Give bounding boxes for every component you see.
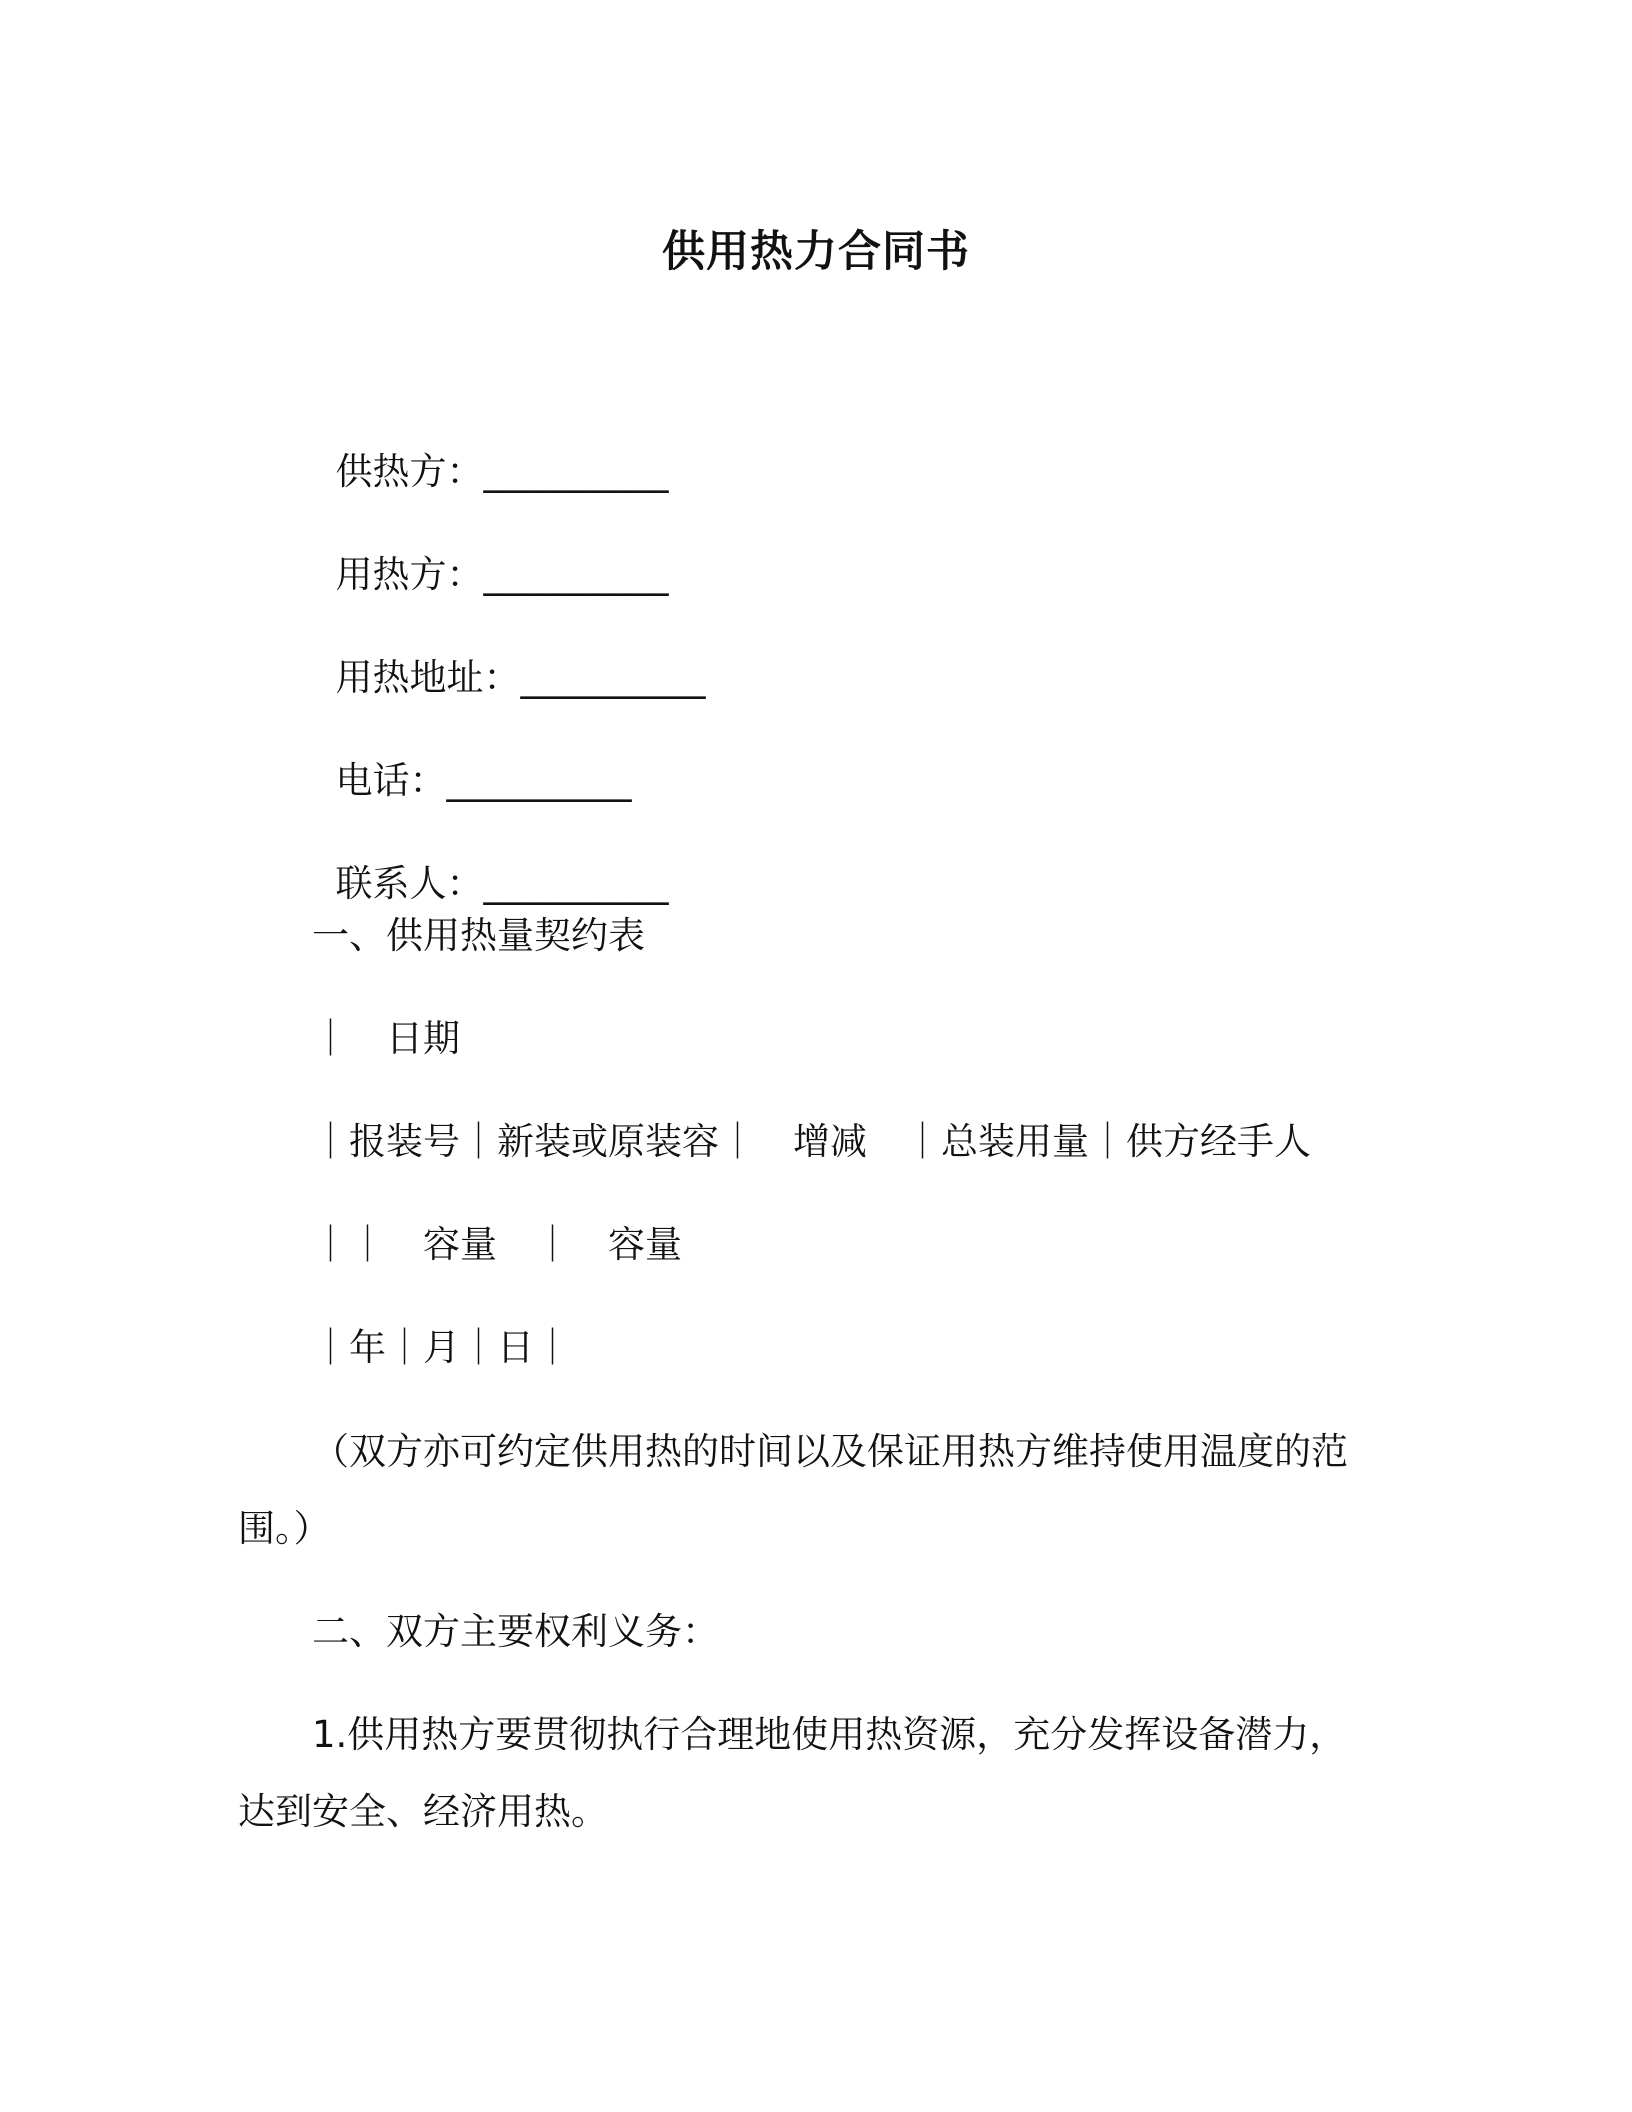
field-blank: __________ [483, 862, 669, 905]
table-row: ｜报装号｜新装或原装容｜ 增减 ｜总装用量｜供方经手人 [312, 1120, 1311, 1163]
field-label: 用热地址： [335, 656, 521, 699]
page-title: 供用热力合同书 [662, 227, 970, 277]
table-row: ｜ 日期 [312, 1017, 460, 1060]
field-blank: __________ [446, 759, 632, 802]
section-heading: 一、供用热量契约表 [312, 914, 645, 957]
field-label: 用热方： [335, 553, 484, 596]
table-row: ｜年｜月｜日｜ [312, 1326, 571, 1369]
field-label: 供热方： [335, 450, 484, 493]
field-blank: __________ [483, 553, 669, 596]
field-heat-address [312, 600, 706, 699]
clause-paragraph: 1.供用热方要贯彻执行合理地使用热资源，充分发挥设备潜力， [312, 1713, 1347, 1756]
field-label: 电话： [335, 759, 447, 802]
field-label: 联系人： [335, 862, 484, 905]
field-phone [312, 703, 632, 802]
field-contact [312, 806, 669, 905]
note-paragraph: （双方亦可约定供用热的时间以及保证用热方维持使用温度的范 [312, 1430, 1348, 1473]
field-blank: __________ [483, 450, 669, 493]
note-paragraph-continued: 围。） [238, 1507, 331, 1550]
clause-paragraph-continued: 达到安全、经济用热。 [238, 1790, 608, 1833]
field-blank: __________ [520, 656, 706, 699]
field-heat-user [312, 497, 669, 596]
section-heading: 二、双方主要权利义务： [312, 1610, 719, 1653]
field-heat-supplier [312, 394, 669, 493]
table-row: ｜｜ 容量 ｜ 容量 [312, 1223, 682, 1266]
